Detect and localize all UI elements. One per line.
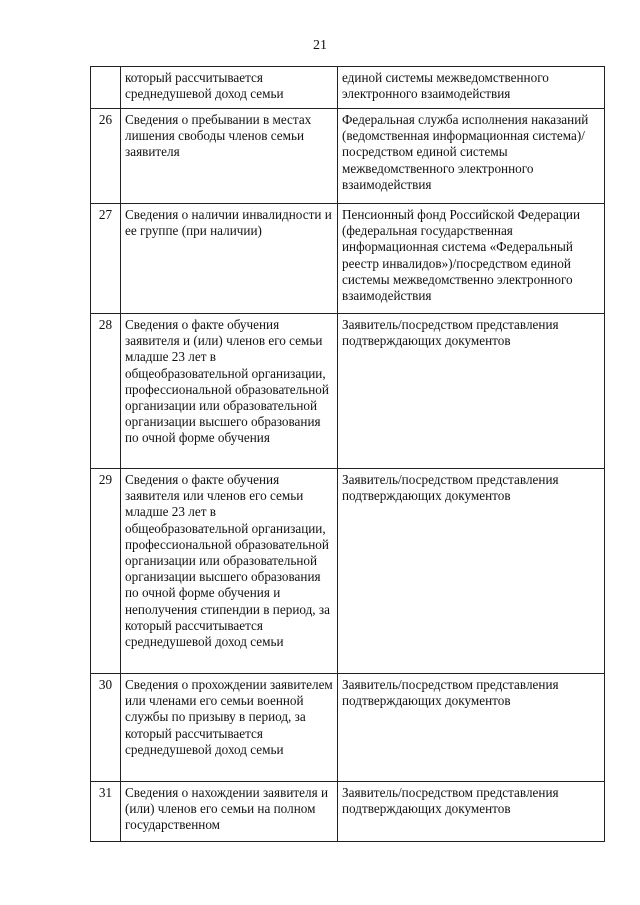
row-description: который рассчитывается среднедушевой доход семьи	[121, 67, 338, 109]
table-row	[91, 674, 605, 782]
table-row	[91, 109, 605, 204]
row-source: Заявитель/посредством представления подтверждающих документов	[338, 674, 605, 782]
row-number: 29	[91, 469, 121, 674]
row-number: 26	[91, 109, 121, 204]
row-description: Сведения о пребывании в местах лишения свободы членов семьи заявителя	[121, 109, 338, 204]
table-row	[91, 204, 605, 314]
row-source: единой системы межведомственного электронного взаимодействия	[338, 67, 605, 109]
row-number: 30	[91, 674, 121, 782]
table-row	[91, 469, 605, 674]
table-row	[91, 314, 605, 469]
row-source: Заявитель/посредством представления подтверждающих документов	[338, 314, 605, 469]
row-description: Сведения о прохождении заявителем или членами его семьи военной службы по призыву в период, за который рассчитывается среднедушевой доход семьи	[121, 674, 338, 782]
table-row	[91, 782, 605, 842]
row-number	[91, 67, 121, 109]
row-description: Сведения о факте обучения заявителя и (или) членов его семьи младше 23 лет в общеобразовательной организации, профессиональной образовательной организации или образовательной организации высшего образования по очной форме обучения	[121, 314, 338, 469]
row-source: Заявитель/посредством представления подтверждающих документов	[338, 782, 605, 842]
row-source: Федеральная служба исполнения наказаний (ведомственная информационная система)/посредством единой системы межведомственного электронного взаимодействия	[338, 109, 605, 204]
row-description: Сведения о факте обучения заявителя или членов его семьи младше 23 лет в общеобразовательной организации, профессиональной образовательной организации или образовательной организации высшего образования по очной форме обучения и неполучения стипендии в период, за который рассчитывается среднедушевой доход семьи	[121, 469, 338, 674]
row-number: 28	[91, 314, 121, 469]
documents-table	[90, 66, 605, 842]
page-number: 21	[313, 38, 327, 53]
row-number: 27	[91, 204, 121, 314]
table-row	[91, 67, 605, 109]
row-source: Заявитель/посредством представления подтверждающих документов	[338, 469, 605, 674]
row-source: Пенсионный фонд Российской Федерации (федеральная государственная информационная система «Федеральный реестр инвалидов»)/посредством единой системы межведомственно электронного взаимодействия	[338, 204, 605, 314]
row-description: Сведения о наличии инвалидности и ее группе (при наличии)	[121, 204, 338, 314]
row-description: Сведения о нахождении заявителя и (или) членов его семьи на полном государственном	[121, 782, 338, 842]
row-number: 31	[91, 782, 121, 842]
